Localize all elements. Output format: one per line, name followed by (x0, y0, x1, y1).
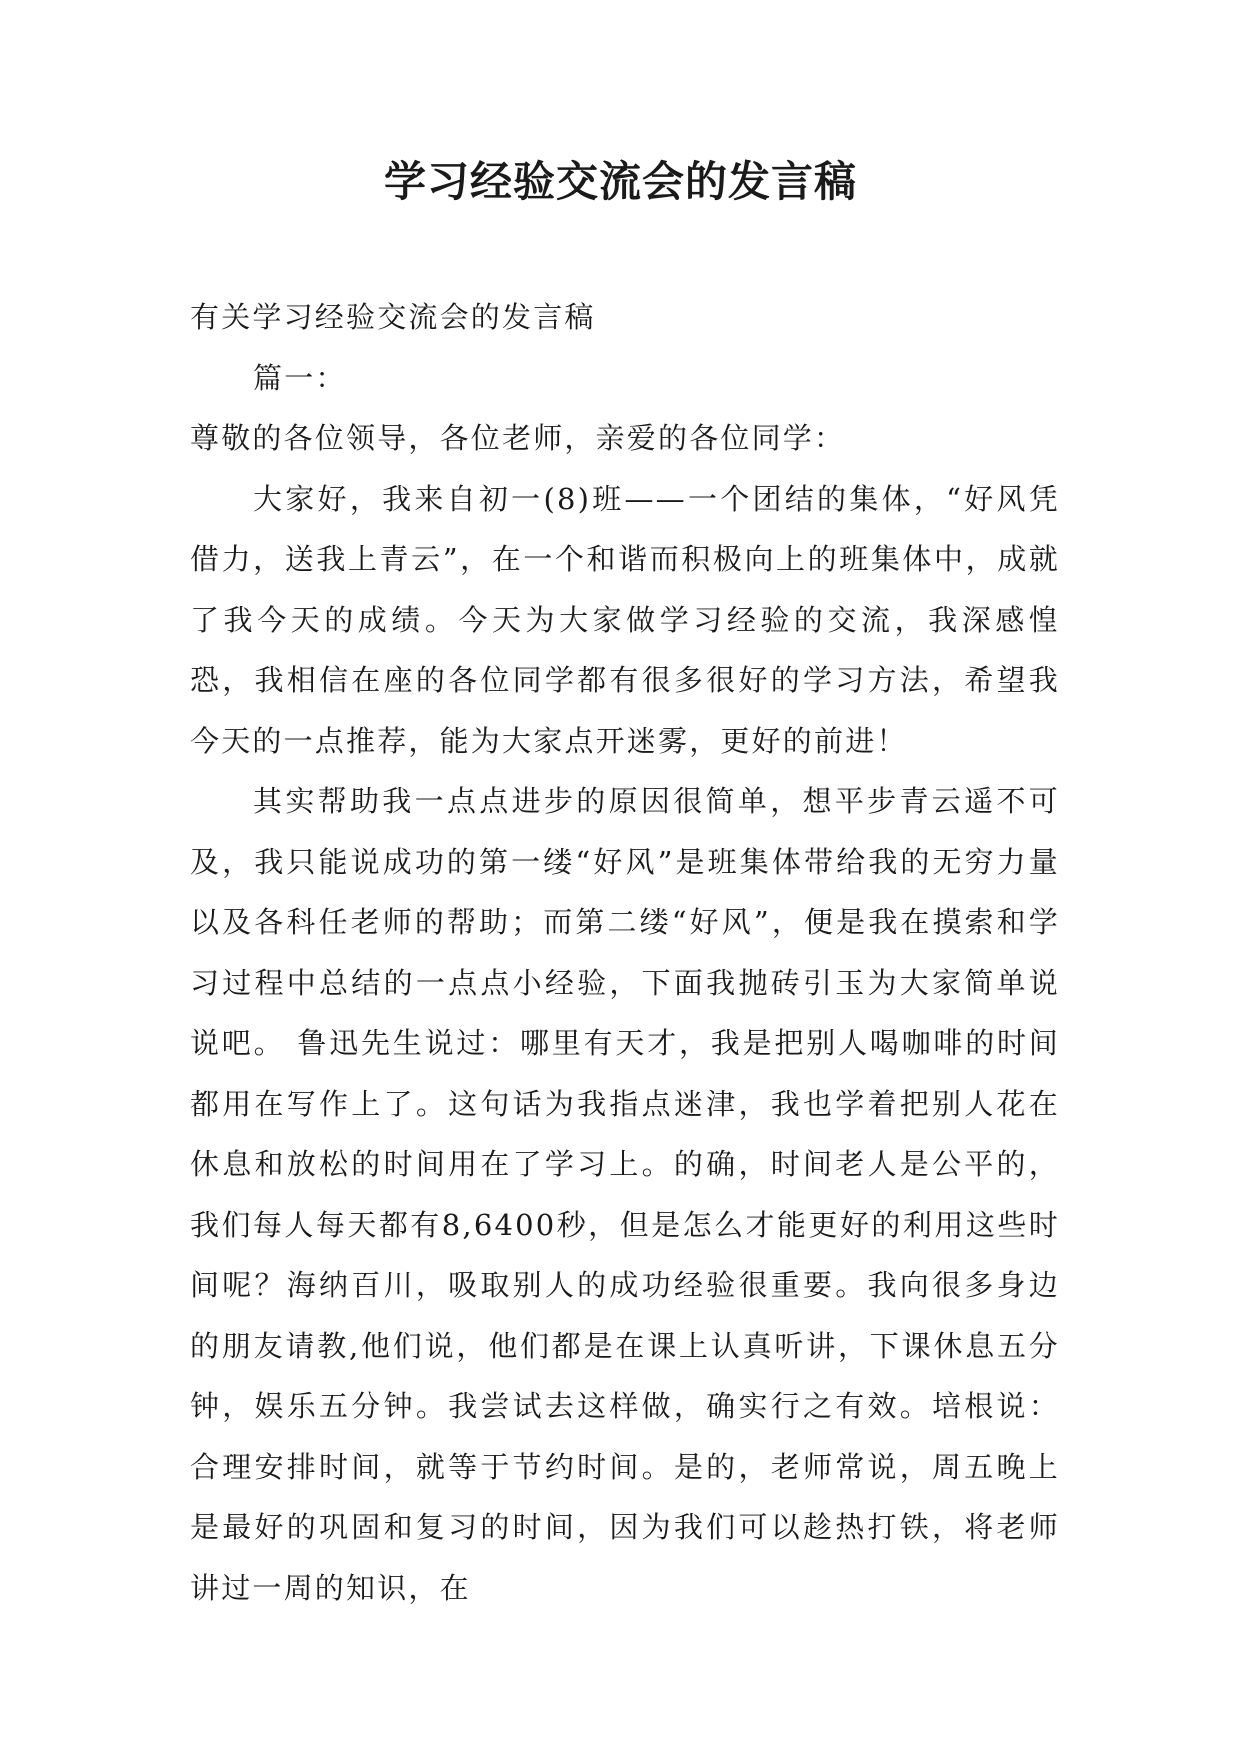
salutation: 尊敬的各位领导，各位老师，亲爱的各位同学： (190, 421, 846, 455)
section-heading: 篇一： (253, 360, 347, 395)
document-title: 学习经验交流会的发言稿 (383, 157, 857, 206)
body-paragraph: 大家好，我来自初一(8)班——一个团结的集体，“好风凭借力，送我上青云”，在一个和谐而积极向上的班集体中，成就了我今天的成绩。今天为大家做学习经验的交流，我深感惶恐，我相信在座的各位同学都有很多很好的学习方法，希望我今天的一点推荐，能为大家点开迷雾，更好的前进！ (190, 481, 1060, 758)
document-body (190, 287, 1060, 1618)
subtitle-line: 有关学习经验交流会的发言稿 (190, 300, 596, 334)
body-paragraph: 其实帮助我一点点进步的原因很简单，想平步青云遥不可及，我只能说成功的第一缕“好风”是班集体带给我的无穷力量以及各科任老师的帮助；而第二缕“好风”，便是我在摸索和学习过程中总结的一点点小经验，下面我抛砖引玉为大家简单说说吧。 鲁迅先生说过：哪里有天才，我是把别人喝咖啡的时间都用在写作上了。这句话为我指点迷津，我也学着把别人花在休息和放松的时间用在了学习上。的确，时间老人是公平的，我们每人每天都有8,6400秒，但是怎么才能更好的利用这些时间呢？海纳百川，吸取别人的成功经验很重要。我向很多身边的朋友请教,他们说，他们都是在课上认真听讲，下课休息五分钟，娱乐五分钟。我尝试去这样做，确实行之有效。培根说：合理安排时间，就等于节约时间。是的，老师常说，周五晚上是最好的巩固和复习的时间，因为我们可以趁热打铁，将老师讲过一周的知识，在 (190, 784, 1060, 1605)
